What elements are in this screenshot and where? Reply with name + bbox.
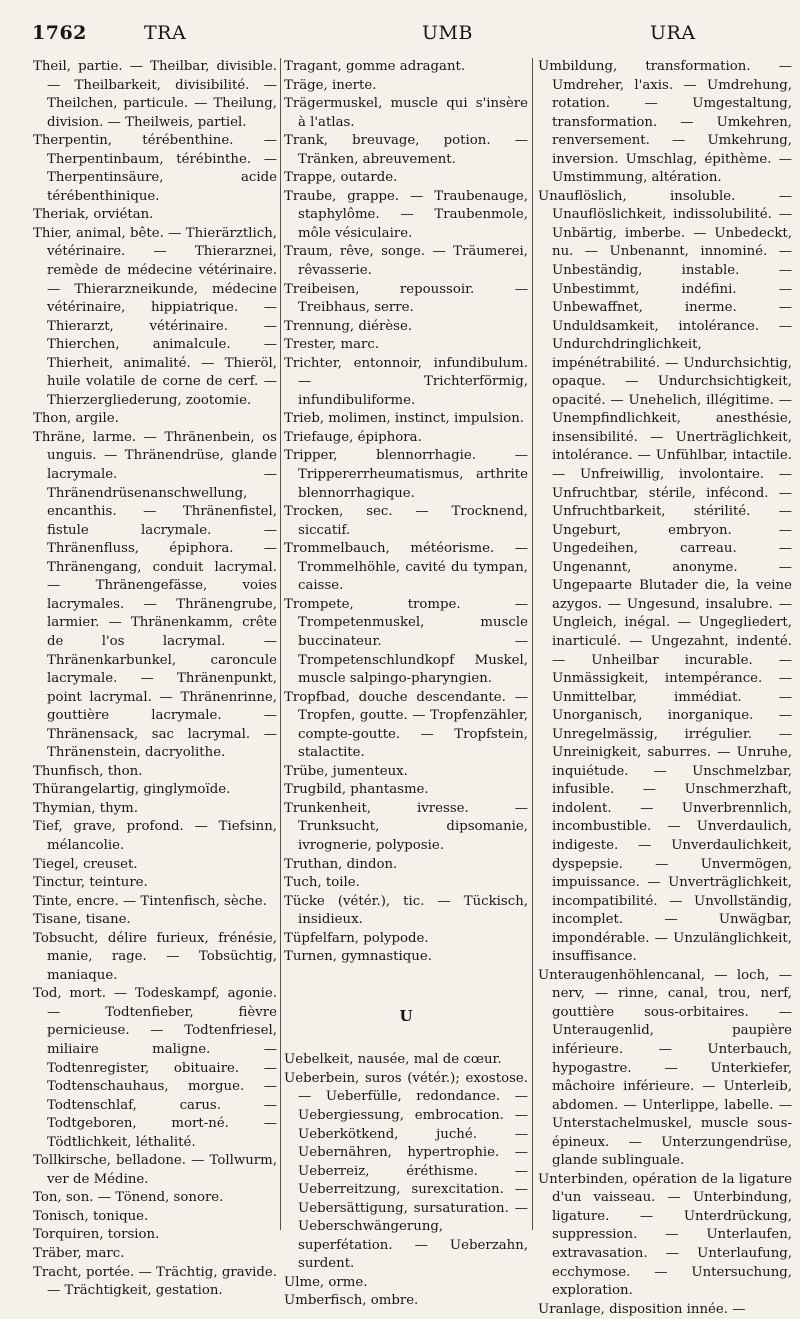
dictionary-entry: Trappe, outarde.	[284, 170, 398, 186]
dictionary-entry: Trennung, diérèse.	[284, 318, 413, 334]
column-middle	[284, 58, 528, 1309]
dictionary-entry: Tuch, toile.	[284, 875, 360, 891]
dictionary-entry: Tropfbad, douche descendante. — Tropfen, goutte. — Tropfenzähler, compte-goutte. — Tropfstein, stalactite.	[284, 689, 528, 761]
dictionary-entry: Tod, mort. — Todeskampf, agonie. — Todtenfieber, fièvre pernicieuse. — Todtenfriesel, miliaire maligne. — Todtenregister, obituaire. — Todtenschauhaus, morgue. — Todtenschlaf, carus. — Todtgeboren, mort-né. — Tödtlichkeit, léthalité.	[33, 986, 277, 1150]
dictionary-entry: Tripper, blennorrhagie. — Trippererrheumatismus, arthrite blennorrhagique.	[284, 448, 528, 501]
dictionary-entry: Tobsucht, délire furieux, frénésie, manie, rage. — Tobsüchtig, maniaque.	[33, 930, 277, 983]
dictionary-entry: Thürangelartig, ginglymoïde.	[33, 782, 231, 798]
dictionary-entry: Tief, grave, profond. — Tiefsinn, mélancolie.	[33, 819, 277, 853]
dictionary-entry: Tisane, tisane.	[33, 912, 131, 928]
dictionary-entry: Thon, argile.	[33, 411, 119, 427]
dictionary-entry: Unteraugenhöhlencanal, — loch, — nerv, — rinne, canal, trou, nerf, gouttière sous-orbitaires. — Unteraugenlid, paupière inférieure. — Unterbauch, hypogastre. — Unterkiefer, mâchoire inférieure. — Unterleib, abdomen. — Unterlippe, labelle. — Unterstachelmuskel, muscle sous-épineux. — Unterzungendrüse, glande sublinguale.	[538, 967, 792, 1169]
dictionary-entry: Torquiren, torsion.	[33, 1227, 160, 1243]
dictionary-entry: Uebelkeit, nausée, mal de cœur.	[284, 1052, 502, 1068]
column-right	[538, 58, 792, 1317]
dictionary-entry: Therpentin, térébenthine. — Therpentinbaum, térébinthe. — Therpentinsäure, acide térébenthinique.	[33, 133, 277, 204]
dictionary-entry: Thier, animal, bête. — Thierärztlich, vétérinaire. — Thierarznei, remède de médecine vétérinaire. — Thierarzneikunde, médecine vétérinaire, hippiatrique. — Thierarzt, vétérinaire. — Thierchen, animalcule. — Thierheit, animalité. — Thieröl, huile volatile de corne de cerf. — Thierzergliederung, zootomie.	[33, 225, 277, 408]
dictionary-entry: Ton, son. — Tönend, sonore.	[33, 1190, 224, 1206]
dictionary-entry: Tüpfelfarn, polypode.	[284, 930, 429, 946]
running-head-left: TRA	[144, 22, 187, 44]
dictionary-entry: Ulme, orme.	[284, 1274, 368, 1290]
dictionary-entry: Tollkirsche, belladone. — Tollwurm, ver de Médine.	[33, 1153, 277, 1187]
dictionary-entry: Theriak, orviétan.	[33, 207, 154, 223]
dictionary-entry: Turnen, gymnastique.	[284, 949, 432, 965]
dictionary-entry: Trompete, trompe. — Trompetenmuskel, muscle buccinateur. — Trompetenschlundkopf Muskel, muscle salpingo-pharyngien.	[284, 596, 528, 687]
column-left	[33, 58, 277, 1299]
dictionary-entry: Uranlage, disposition innée. —	[538, 1301, 746, 1317]
dictionary-entry: Tonisch, tonique.	[33, 1208, 149, 1224]
dictionary-entry: Triefauge, épiphora.	[284, 429, 422, 445]
page-header	[32, 22, 790, 54]
dictionary-entry: Trägermuskel, muscle qui s'insère à l'atlas.	[284, 96, 528, 130]
dictionary-entry: Thymian, thym.	[33, 800, 139, 816]
dictionary-entry: Träber, marc.	[33, 1246, 125, 1261]
dictionary-entry: Thunfisch, thon.	[33, 763, 143, 779]
dictionary-entry: Tracht, portée. — Trächtig, gravide. — Trächtigkeit, gestation.	[33, 1264, 277, 1299]
running-head-right: URA	[650, 22, 696, 44]
dictionary-entry: Trugbild, phantasme.	[284, 782, 429, 798]
dictionary-entry: Trübe, jumenteux.	[284, 763, 408, 779]
column-divider	[532, 58, 533, 1230]
dictionary-entry: Trommelbauch, météorisme. — Trommelhöhle, cavité du tympan, caisse.	[284, 541, 528, 594]
dictionary-entry: Thräne, larme. — Thränenbein, os unguis. — Thränendrüse, glande lacrymale. — Thränendrüsenanschwellung, encanthis. — Thränenfistel, fistule lacrymale. — Thränenfluss, épiphora. — Thränengang, conduit lacrymal. — Thränengefässe, voies lacrymales. — Thränengrube, larmier. — Thränenkamm, crête de l'os lacrymal. — Thränenkarbunkel, caroncule lacrymale. — Thränenpunkt, point lacrymal. — Thränenrinne, gouttière lacrymale. — Thränensack, sac lacrymal. — Thränenstein, dacryolithe.	[33, 429, 277, 761]
dictionary-entry: Ueberbein, suros (vétér.); exostose. — Ueberfülle, redondance. — Uebergiessung, embrocation. — Ueberkötkend, juché. — Uebernähren, hypertrophie. — Ueberreiz, éréthisme. — Ueberreitzung, surexcitation. — Uebersättigung, sursaturation. — Ueberschwängerung, superfétation. — Ueberzahn, surdent.	[284, 1070, 528, 1272]
dictionary-entry: Treibeisen, repoussoir. — Treibhaus, serre.	[284, 281, 528, 316]
dictionary-entry: Tiegel, creuset.	[33, 856, 138, 872]
dictionary-entry: Unauflöslich, insoluble. — Unauflöslichkeit, indissolubilité. — Unbärtig, imberbe. — Unbedeckt, nu. — Unbenannt, innominé. — Unbeständig, instable. — Unbestimmt, indéfini. — Unbewaffnet, inerme. — Unduldsamkeit, intolérance. — Undurchdringlichkeit, impénétrabilité. — Undurchsichtig, opaque. — Undurchsichtigkeit, opacité. — Unehelich, illégitime. — Unempfindlichkeit, anesthésie, insensibilité. — Unerträglichkeit, intolérance. — Unfühlbar, intactile. — Unfreiwillig, involontaire. — Unfruchtbar, stérile, infécond. — Unfruchtbarkeit, stérilité. — Ungeburt, embryon. — Ungedeihen, carreau. — Ungenannt, anonyme. — Ungepaarte Blutader die, la veine azygos. — Ungesund, insalubre. — Ungleich, inégal. — Ungegliedert, inarticulé. — Ungezahnt, indenté. — Unheilbar incurable. — Unmässigkeit, intempérance. — Unmittelbar, immédiat. — Unorganisch, inorganique. — Unregelmässig, irrégulier. — Unreinigkeit, saburres. — Unruhe, inquiétude. — Unschmelzbar, infusible. — Unschmerzhaft, indolent. — Unverbrennlich, incombustible. — Unverdaulich, indigeste. — Unverdaulichkeit, dyspepsie. — Unvermögen, impuissance. — Unverträglichkeit, incompatibilité. — Unvollständig, incomplet. — Unwägbar, impondérable. — Unzulänglichkeit, insuffisance.	[538, 188, 792, 965]
column-divider	[280, 58, 281, 1230]
dictionary-entry: Trichter, entonnoir, infundibulum. — Trichterförmig, infundibuliforme.	[284, 355, 528, 408]
dictionary-entry: Umbildung, transformation. — Umdreher, l'axis. — Umdrehung, rotation. — Umgestaltung, transformation. — Umkehren, renversement. — Umkehrung, inversion. Umschlag, épithème. — Umstimmung, altération.	[538, 59, 792, 186]
dictionary-entry: Tinte, encre. — Tintenfisch, sèche.	[33, 893, 267, 909]
dictionary-entry: Trank, breuvage, potion. — Tränken, abreuvement.	[284, 133, 528, 167]
dictionary-entry: Umberfisch, ombre.	[284, 1293, 419, 1309]
dictionary-entry: Trocken, sec. — Trocknend, siccatif.	[284, 504, 528, 538]
dictionary-entry: Tinctur, teinture.	[33, 875, 148, 891]
dictionary-entry: Träge, inerte.	[284, 77, 377, 93]
dictionary-entry: Unterbinden, opération de la ligature d'un vaisseau. — Unterbindung, ligature. — Unterdrückung, suppression. — Unterlaufen, extravasation. — Unterlaufung, ecchymose. — Untersuchung, exploration.	[538, 1171, 792, 1299]
dictionary-entry: Tücke (vétér.), tic. — Tückisch, insidieux.	[284, 893, 528, 928]
dictionary-entry: Trunkenheit, ivresse. — Trunksucht, dipsomanie, ivrognerie, polyposie.	[284, 800, 528, 853]
page-number: 1762	[32, 22, 87, 44]
dictionary-entry: Traube, grappe. — Traubenauge, staphylôme. — Traubenmole, môle vésiculaire.	[284, 188, 528, 241]
dictionary-entry: Theil, partie. — Theilbar, divisible. — Theilbarkeit, divisibilité. — Theilchen, particule. — Theilung, division. — Theilweis, partiel.	[33, 59, 277, 130]
dictionary-entry: Truthan, dindon.	[284, 856, 398, 872]
running-head-center: UMB	[422, 22, 473, 44]
dictionary-entry: Traum, rêve, songe. — Träumerei, rêvasserie.	[284, 244, 528, 279]
dictionary-entry: Tragant, gomme adragant.	[284, 59, 466, 74]
dictionary-entry: Trester, marc.	[284, 337, 380, 353]
dictionary-entry: Trieb, molimen, instinct, impulsion.	[284, 411, 525, 427]
section-letter: U	[399, 1006, 413, 1025]
